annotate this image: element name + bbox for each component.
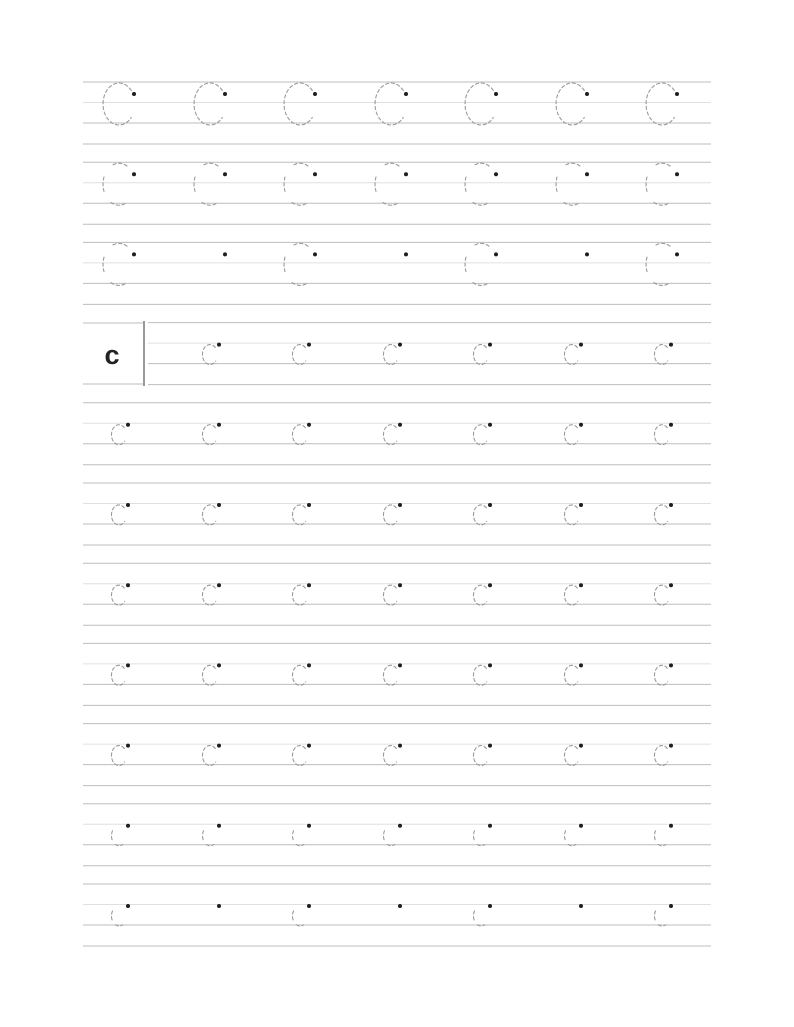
start-dot <box>488 904 492 908</box>
letter-c-trace <box>383 585 396 605</box>
start-dot <box>132 172 136 176</box>
start-dot <box>398 343 402 347</box>
start-dot <box>307 503 311 507</box>
letter-c-trace <box>654 665 667 685</box>
letter-c-trace <box>654 345 667 365</box>
start-dot <box>488 824 492 828</box>
letter-c-trace <box>111 505 124 525</box>
start-dot <box>217 904 221 908</box>
letter-C-trace <box>284 243 308 285</box>
letter-C-trace <box>646 83 674 125</box>
letter-c-trace <box>292 746 305 766</box>
start-dot <box>307 904 311 908</box>
start-dot <box>398 503 402 507</box>
start-dot <box>132 92 136 96</box>
start-dot <box>669 824 673 828</box>
start-dot <box>669 744 673 748</box>
letter-C-trace <box>556 163 580 205</box>
letter-c-trace <box>564 665 577 685</box>
start-dot <box>669 423 673 427</box>
start-dot <box>307 663 311 667</box>
letter-c-trace <box>564 831 575 846</box>
letter-c-trace <box>292 345 305 365</box>
start-dot <box>579 824 583 828</box>
letter-c-trace <box>654 746 667 766</box>
letter-c-trace <box>202 831 213 846</box>
letter-c-trace <box>564 505 577 525</box>
letter-c-trace <box>564 345 577 365</box>
letter-C-trace <box>556 83 584 125</box>
start-dot <box>488 744 492 748</box>
start-dot <box>223 92 227 96</box>
letter-c-trace <box>473 746 486 766</box>
letter-c-trace <box>473 831 484 846</box>
letter-C-trace <box>194 163 218 205</box>
letter-C-trace <box>646 163 670 205</box>
letter-c-trace <box>473 585 486 605</box>
start-dot <box>307 583 311 587</box>
start-dot <box>494 252 498 256</box>
start-dot <box>126 583 130 587</box>
letter-c-trace <box>383 665 396 685</box>
letter-c-trace <box>111 831 122 846</box>
letter-c-trace <box>654 585 667 605</box>
start-dot <box>488 663 492 667</box>
letter-c-trace <box>383 345 396 365</box>
start-dot <box>404 172 408 176</box>
start-dot <box>579 904 583 908</box>
letter-C-trace <box>465 83 493 125</box>
start-dot <box>488 583 492 587</box>
letter-c-trace <box>473 345 486 365</box>
ruled-lines <box>83 82 711 946</box>
letter-c-trace <box>383 746 396 766</box>
letter-C-trace <box>284 83 312 125</box>
letter-C-trace <box>375 83 403 125</box>
start-dot <box>217 663 221 667</box>
letter-C-trace <box>284 163 308 205</box>
start-dot <box>126 824 130 828</box>
letter-C-trace <box>103 243 127 285</box>
letter-c-trace <box>292 665 305 685</box>
letter-c-trace <box>202 585 215 605</box>
start-dot <box>313 172 317 176</box>
letter-c-trace <box>202 345 215 365</box>
tracing-glyphs <box>103 83 679 926</box>
letter-c-trace <box>202 746 215 766</box>
letter-c-trace <box>111 665 124 685</box>
start-dot <box>398 904 402 908</box>
letter-c-trace <box>473 505 486 525</box>
letter-c-trace <box>473 911 484 926</box>
start-dot <box>669 503 673 507</box>
start-dot <box>217 423 221 427</box>
start-dot <box>494 92 498 96</box>
letter-c-trace <box>383 831 394 846</box>
letter-c-trace <box>111 746 124 766</box>
letter-C-trace <box>103 83 131 125</box>
start-dot <box>675 92 679 96</box>
start-dot <box>675 252 679 256</box>
start-dot <box>398 423 402 427</box>
start-dot <box>217 343 221 347</box>
start-dot <box>398 583 402 587</box>
start-dot <box>398 663 402 667</box>
start-dot <box>404 92 408 96</box>
start-dot <box>126 663 130 667</box>
letter-c-trace <box>111 585 124 605</box>
letter-c-trace <box>202 665 215 685</box>
letter-c-trace <box>564 585 577 605</box>
letter-C-trace <box>646 243 670 285</box>
model-letter: c <box>104 340 120 370</box>
letter-c-trace <box>564 746 577 766</box>
start-dot <box>488 343 492 347</box>
model-letter-cell <box>83 321 144 386</box>
letter-c-trace <box>292 425 305 445</box>
letter-c-trace <box>383 425 396 445</box>
start-dot <box>217 583 221 587</box>
start-dot <box>669 663 673 667</box>
letter-c-trace <box>292 505 305 525</box>
start-dot <box>307 824 311 828</box>
letter-C-trace <box>194 83 222 125</box>
start-dot <box>217 824 221 828</box>
start-dot <box>398 744 402 748</box>
start-dot <box>488 503 492 507</box>
letter-c-trace <box>292 585 305 605</box>
start-dot <box>669 904 673 908</box>
start-dot <box>307 744 311 748</box>
letter-c-trace <box>473 665 486 685</box>
letter-c-trace <box>473 425 486 445</box>
start-dot <box>313 252 317 256</box>
letter-c-trace <box>111 911 122 926</box>
start-dot <box>307 423 311 427</box>
start-dot <box>579 744 583 748</box>
letter-c-trace <box>202 505 215 525</box>
start-dot <box>223 172 227 176</box>
letter-c-trace <box>202 425 215 445</box>
start-dot <box>585 252 589 256</box>
start-dot <box>585 92 589 96</box>
letter-c-trace <box>564 425 577 445</box>
start-dot <box>313 92 317 96</box>
letter-c-trace <box>654 425 667 445</box>
start-dot <box>585 172 589 176</box>
letter-C-trace <box>375 163 399 205</box>
letter-c-trace <box>654 505 667 525</box>
letter-C-trace <box>465 163 489 205</box>
letter-c-trace <box>292 831 303 846</box>
letter-C-trace <box>465 243 489 285</box>
start-dot <box>217 503 221 507</box>
letter-c-trace <box>383 505 396 525</box>
start-dot <box>669 343 673 347</box>
letter-c-trace <box>111 425 124 445</box>
start-dot <box>307 343 311 347</box>
start-dot <box>126 503 130 507</box>
start-dot <box>579 503 583 507</box>
letter-c-trace <box>292 911 303 926</box>
start-dot <box>404 252 408 256</box>
start-dot <box>669 583 673 587</box>
start-dot <box>217 744 221 748</box>
start-dot <box>579 423 583 427</box>
start-dot <box>126 423 130 427</box>
start-dot <box>579 583 583 587</box>
letter-c-trace <box>654 911 665 926</box>
start-dot <box>398 824 402 828</box>
letter-c-trace <box>654 831 665 846</box>
start-dot <box>132 252 136 256</box>
start-dot <box>494 172 498 176</box>
start-dot <box>126 744 130 748</box>
start-dot <box>675 172 679 176</box>
start-dot <box>223 252 227 256</box>
start-dot <box>488 423 492 427</box>
start-dot <box>126 904 130 908</box>
start-dot <box>579 663 583 667</box>
start-dot <box>579 343 583 347</box>
letter-C-trace <box>103 163 127 205</box>
